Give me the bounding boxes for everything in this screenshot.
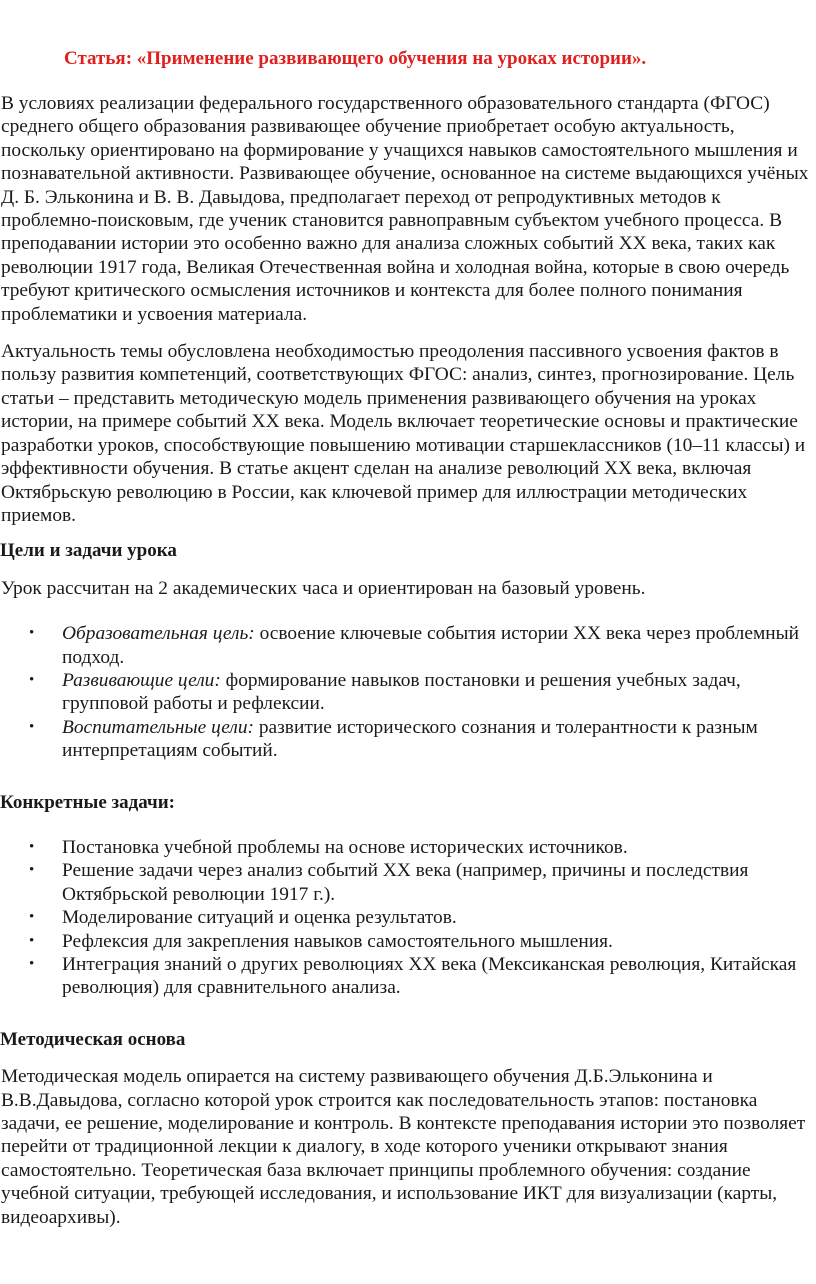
bullet-icon: • (29, 838, 35, 855)
bullet-icon: • (29, 625, 35, 642)
goal-text: формирование навыков постановки и решения учебных задач, групповой работы и рефлексии. (62, 669, 741, 715)
tasks-list (0, 836, 816, 1000)
bullet-icon: • (29, 862, 35, 879)
bullet-icon: • (29, 718, 35, 735)
goals-list (0, 622, 816, 762)
bullet-icon: • (29, 932, 35, 949)
goals-intro: Урок рассчитан на 2 академических часа и ориентирован на базовый уровень. (1, 577, 646, 599)
list-item (0, 669, 816, 716)
list-item (0, 859, 816, 906)
task-text: Интеграция знаний о других революциях XX века (Мексиканская революция, Китайская революция) для сравнительного анализа. (62, 954, 797, 999)
method-paragraph: Методическая модель опирается на систему развивающего обучения Д.Б.Эльконина и В.В.Давыдова, согласно которой урок строится как последовательность этапов: постановка задачи, ее решение, моделирование и контроль. В контексте преподавания истории это позволяет перейти от традиционной лекции к диалогу, в ходе которого ученики открывают знания самостоятельно. Теоретическая база включает принципы проблемного обучения: создание учебной ситуации, требующей исследования, и использование ИКТ для визуализации (карты, видеоархивы). (1, 1066, 806, 1228)
goal-label: Развивающие цели: (62, 669, 221, 691)
bullet-icon: • (29, 909, 35, 926)
list-item (0, 836, 816, 859)
list-item (0, 622, 816, 669)
article-title: Статья: «Применение развивающего обучения на уроках истории». (64, 48, 647, 69)
tasks-heading: Конкретные задачи: (0, 791, 175, 813)
goals-heading: Цели и задачи урока (0, 540, 177, 562)
list-item (0, 716, 816, 763)
bullet-icon: • (29, 671, 35, 688)
list-item (0, 906, 816, 929)
task-text: Решение задачи через анализ событий XX века (например, причины и последствия Октябрьской революции 1917 г.). (62, 860, 749, 905)
bullet-icon: • (29, 956, 35, 972)
list-item (0, 930, 816, 953)
intro-paragraph-1: В условиях реализации федерального государственного образовательного стандарта (ФГОС) среднего общего образования развивающее обучение приобретает особую актуальность, поскольку ориентировано на формирование у учащихся навыков самостоятельного мышления и познавательной активности. Развивающее обучение, основанное на системе выдающихся учёных Д. Б. Эльконина и В. В. Давыдова, предполагает переход от репродуктивных методов к проблемно-поисковым, где ученик становится равноправным субъектом учебного процесса. В преподавании истории это особенно важно для анализа сложных событий XX века, таких как революции 1917 года, Великая Отечественная война и холодная война, которые в свою очередь требуют критического осмысления источников и контекста для более полного понимания проблематики и усвоения материала. (1, 93, 809, 325)
method-heading: Методическая основа (0, 1028, 186, 1050)
goal-text: освоение ключевые события истории XX века через проблемный подход. (62, 623, 799, 668)
goal-text: развитие исторического сознания и толерантности к разным интерпретациям событий. (62, 716, 758, 762)
task-text: Рефлексия для закрепления навыков самостоятельного мышления. (62, 930, 613, 952)
goal-label: Образовательная цель: (62, 623, 255, 645)
list-item (0, 953, 816, 1000)
article-body (0, 92, 816, 1243)
intro-paragraph-2: Актуальность темы обусловлена необходимостью преодоления пассивного усвоения фактов в пользу развития компетенций, соответствующих ФГОС: анализ, синтез, прогнозирование. Цель статьи – представить методическую модель применения развивающего обучения на уроках истории, на примере событий XX века. Модель включает теоретические основы и практические разработки уроков, способствующие повышению мотивации старшеклассников (10–11 классы) и эффективности обучения. В статье акцент сделан на анализе революций XX века, включая Октябрьскую революцию в России, как ключевой пример для иллюстрации методических приемов. (1, 341, 806, 526)
task-text: Моделирование ситуаций и оценка результатов. (62, 907, 457, 929)
task-text: Постановка учебной проблемы на основе исторических источников. (62, 836, 628, 858)
goal-label: Воспитательные цели: (62, 716, 254, 738)
